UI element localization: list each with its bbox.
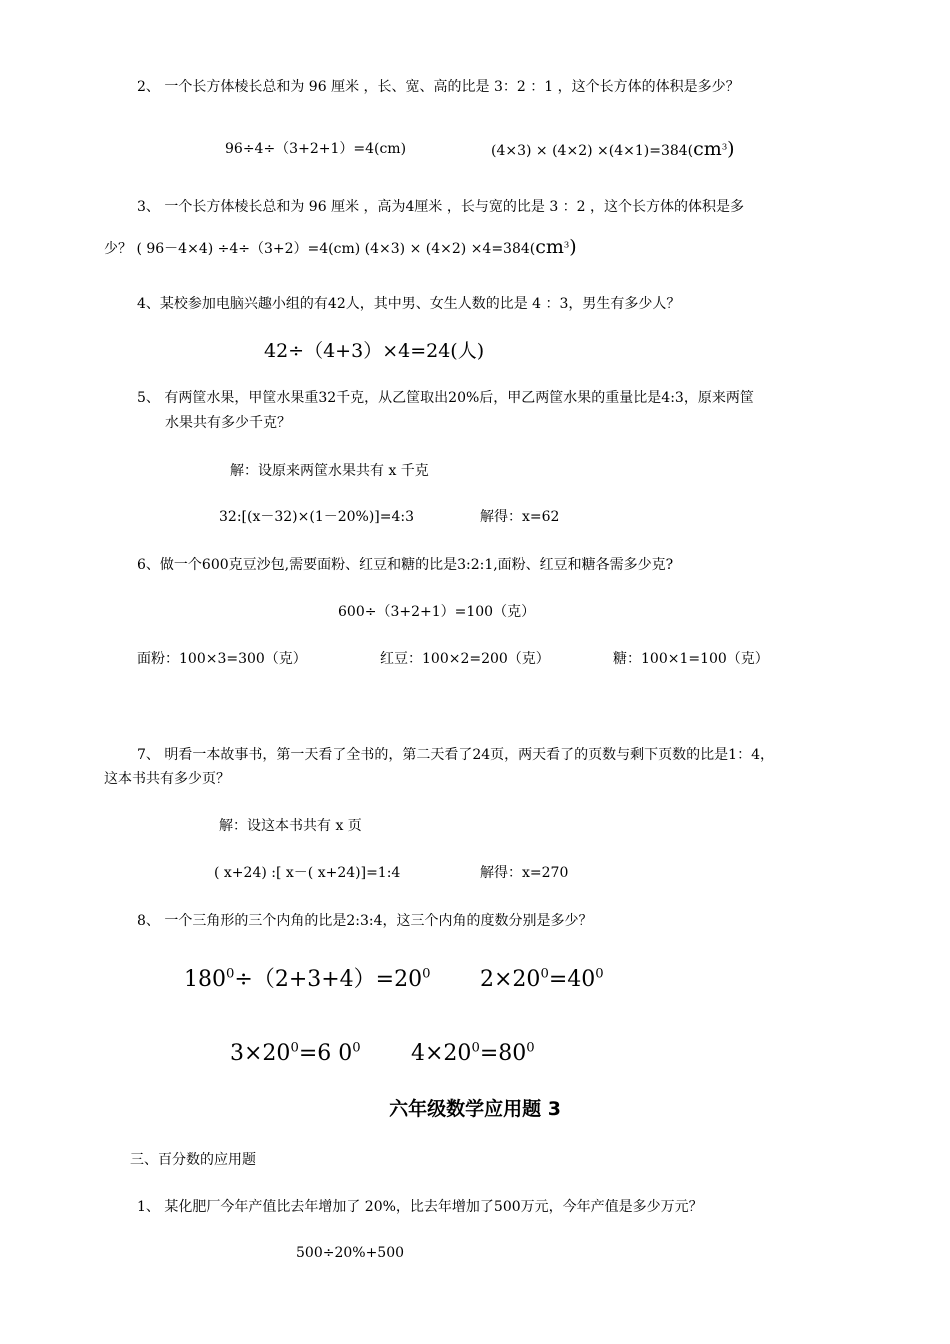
- q6-beans: 红豆：100×2=200（克）: [380, 651, 550, 667]
- q3-question: 3、 一个长方体棱长总和为 96 厘米 ，高为4厘米 ，长与宽的比是 3 ：2 ，这个长方体的体积是多: [137, 199, 745, 215]
- q3-line2-close: ): [569, 236, 577, 258]
- q7-solve: 解：设这本书共有 x 页: [219, 818, 362, 834]
- q8-answer-1: [184, 966, 431, 994]
- q2-step2-close: ): [727, 138, 735, 160]
- q8-a3-part2: =6 0: [298, 1041, 353, 1066]
- q5-solve: 解：设原来两筐水果共有 x 千克: [230, 463, 429, 479]
- q5-question-line2: 水果共有多少千克？: [165, 415, 291, 431]
- degree-symbol: 0: [226, 966, 235, 982]
- q2-step2-main: (4×3) × (4×2) ×(4×1)=384(: [491, 143, 694, 159]
- q2-step2-exponent: 3: [721, 141, 728, 152]
- q2-step2: [491, 140, 735, 160]
- q7-result: 解得：x=270: [480, 865, 569, 881]
- p1-answer: 500÷20%+500: [296, 1245, 405, 1261]
- q3-line2: [104, 238, 577, 258]
- q8-answer-3: [230, 1040, 361, 1068]
- degree-symbol: 0: [352, 1040, 361, 1056]
- q6-sugar: 糖：100×1=100（克）: [613, 651, 769, 667]
- q5-result: 解得：x=62: [480, 509, 560, 525]
- q8-a2-part2: =40: [548, 967, 596, 992]
- q8-a2-part1: 2×20: [480, 967, 541, 992]
- q3-line2-exponent: 3: [563, 239, 570, 250]
- q4-question: 4、某校参加电脑兴趣小组的有42人，其中男、女生人数的比是 4 ：3，男生有多少人？: [137, 296, 681, 312]
- q8-a1-part2: ÷（2+3+4）=20: [234, 967, 423, 992]
- q3-line2-unit: cm: [535, 236, 564, 258]
- q7-equation: ( x+24) :[ x－( x+24)]=1:4: [214, 865, 401, 881]
- q8-question: 8、 一个三角形的三个内角的比是2:3:4，这三个内角的度数分别是多少？: [137, 913, 593, 929]
- q3-line2-main: 少？ ( 96－4×4) ÷4÷（3+2）=4(cm) (4×3) × (4×2) ×4=384(: [104, 241, 536, 257]
- q5-question-line1: 5、 有两筐水果，甲筐水果重32千克，从乙筐取出20%后，甲乙两筐水果的重量比是4:3，原来两筐: [137, 390, 754, 406]
- q8-a1-part1: 180: [184, 967, 226, 992]
- q6-step1: 600÷（3+2+1）=100（克）: [338, 604, 536, 620]
- q6-question: 6、做一个600克豆沙包,需要面粉、红豆和糖的比是3:2:1,面粉、红豆和糖各需多少克?: [137, 557, 674, 573]
- q8-a4-part2: =80: [479, 1041, 527, 1066]
- q7-question-line2: 这本书共有多少页？: [104, 771, 230, 787]
- degree-symbol: 0: [422, 966, 431, 982]
- degree-symbol: 0: [595, 966, 604, 982]
- section-title: 六年级数学应用题 3: [389, 1098, 561, 1120]
- q8-a3-part1: 3×20: [230, 1041, 291, 1066]
- q5-equation: 32:[(x－32)×(1－20%)]=4:3: [219, 509, 415, 525]
- q2-step2-unit: cm: [693, 138, 722, 160]
- q2-question: 2、 一个长方体棱长总和为 96 厘米 ，长、宽、高的比是 3：2 ：1 ，这个长方体的体积是多少？: [137, 79, 740, 95]
- q8-answer-4: [411, 1040, 535, 1068]
- degree-symbol: 0: [290, 1040, 299, 1056]
- degree-symbol: 0: [471, 1040, 480, 1056]
- q8-answer-2: [480, 966, 604, 994]
- q4-answer: 42÷（4+3）×4=24(人): [264, 340, 485, 362]
- degree-symbol: 0: [526, 1040, 535, 1056]
- q8-a4-part1: 4×20: [411, 1041, 472, 1066]
- section-heading: 三、百分数的应用题: [130, 1152, 256, 1168]
- q7-question-line1: 7、 明看一本故事书，第一天看了全书的，第二天看了24页，两天看了的页数与剩下页数的比是1：4，: [137, 747, 774, 763]
- q6-flour: 面粉：100×3=300（克）: [137, 651, 307, 667]
- degree-symbol: 0: [540, 966, 549, 982]
- p1-question: 1、 某化肥厂今年产值比去年增加了 20%，比去年增加了500万元，今年产值是多少万元？: [137, 1199, 703, 1215]
- q2-step1: 96÷4÷（3+2+1）=4(cm): [225, 141, 407, 157]
